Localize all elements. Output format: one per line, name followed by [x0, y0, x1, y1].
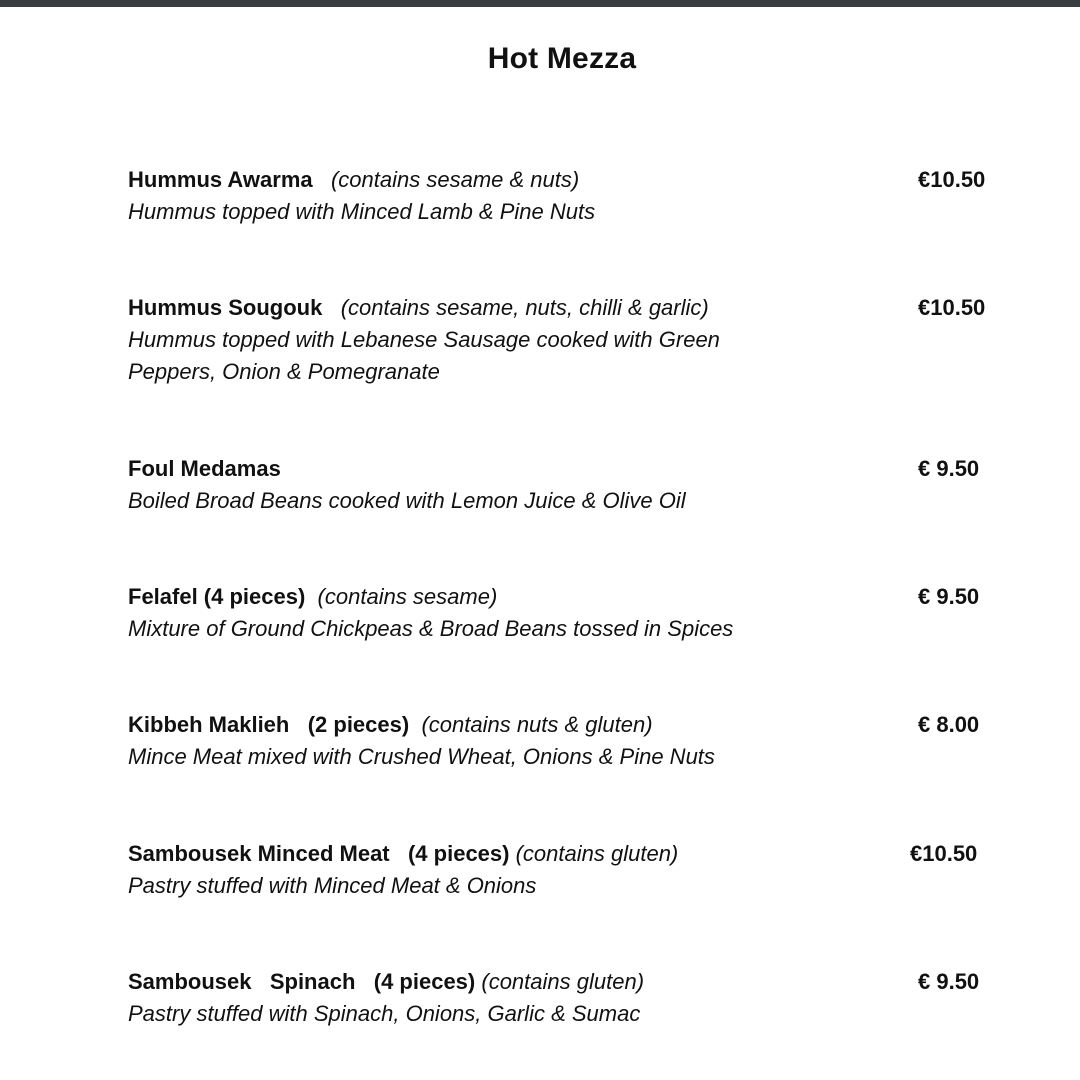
item-name-line [128, 709, 998, 741]
item-allergens: (contains gluten) [515, 841, 679, 866]
item-name-line [128, 966, 998, 998]
item-name: Kibbeh Maklieh [128, 712, 290, 737]
item-name-line [128, 581, 998, 613]
item-allergens: (contains sesame) [317, 584, 498, 609]
item-name-line [128, 838, 998, 870]
item-name-line [128, 292, 998, 324]
item-price: € 9.50 [918, 969, 980, 994]
item-name: Felafel (4 pieces) [128, 584, 306, 609]
item-description: Boiled Broad Beans cooked with Lemon Juice & Olive Oil [128, 488, 686, 513]
item-description: Mixture of Ground Chickpeas & Broad Beans tossed in Spices [128, 616, 734, 641]
item-description: Pastry stuffed with Spinach, Onions, Garlic & Sumac [128, 1001, 641, 1026]
item-price: € 9.50 [918, 584, 980, 609]
menu-item-kibbeh-maklieh [128, 709, 998, 773]
item-allergens: (contains sesame & nuts) [330, 167, 580, 192]
window-top-bar [0, 0, 1080, 7]
menu-item-felafel [128, 581, 998, 645]
menu-item-hummus-awarma [128, 164, 998, 228]
item-quantity: (4 pieces) [407, 841, 510, 866]
menu-item-sambousek-spinach [128, 966, 998, 1030]
item-description: Hummus topped with Minced Lamb & Pine Nuts [128, 199, 596, 224]
item-description: Mince Meat mixed with Crushed Wheat, Onions & Pine Nuts [128, 744, 715, 769]
item-quantity: (4 pieces) [373, 969, 476, 994]
item-name: Sambousek Spinach [128, 969, 356, 994]
item-price: €10.50 [918, 167, 986, 192]
item-allergens: (contains nuts & gluten) [421, 712, 653, 737]
item-name-line [128, 453, 998, 485]
menu-item-hummus-sougouk [128, 292, 998, 388]
item-name: Hummus Awarma [128, 167, 313, 192]
item-name-line [128, 164, 998, 196]
item-allergens: (contains sesame, nuts, chilli & garlic) [340, 295, 709, 320]
item-name: Foul Medamas [128, 456, 281, 481]
item-price: € 9.50 [918, 456, 980, 481]
menu-item-foul-medamas [128, 453, 998, 517]
menu-title: Hot Mezza [487, 42, 637, 75]
menu-item-sambousek-minced-meat [128, 838, 998, 902]
item-description: Hummus topped with Lebanese Sausage cooked with Green Peppers, Onion & Pomegranate [128, 327, 720, 384]
item-name: Sambousek Minced Meat [128, 841, 390, 866]
item-price: € 8.00 [918, 712, 980, 737]
item-price: €10.50 [918, 295, 986, 320]
item-allergens: (contains gluten) [481, 969, 645, 994]
item-quantity: (2 pieces) [307, 712, 410, 737]
item-price: €10.50 [910, 841, 978, 866]
item-name: Hummus Sougouk [128, 295, 323, 320]
item-description: Pastry stuffed with Minced Meat & Onions [128, 873, 537, 898]
